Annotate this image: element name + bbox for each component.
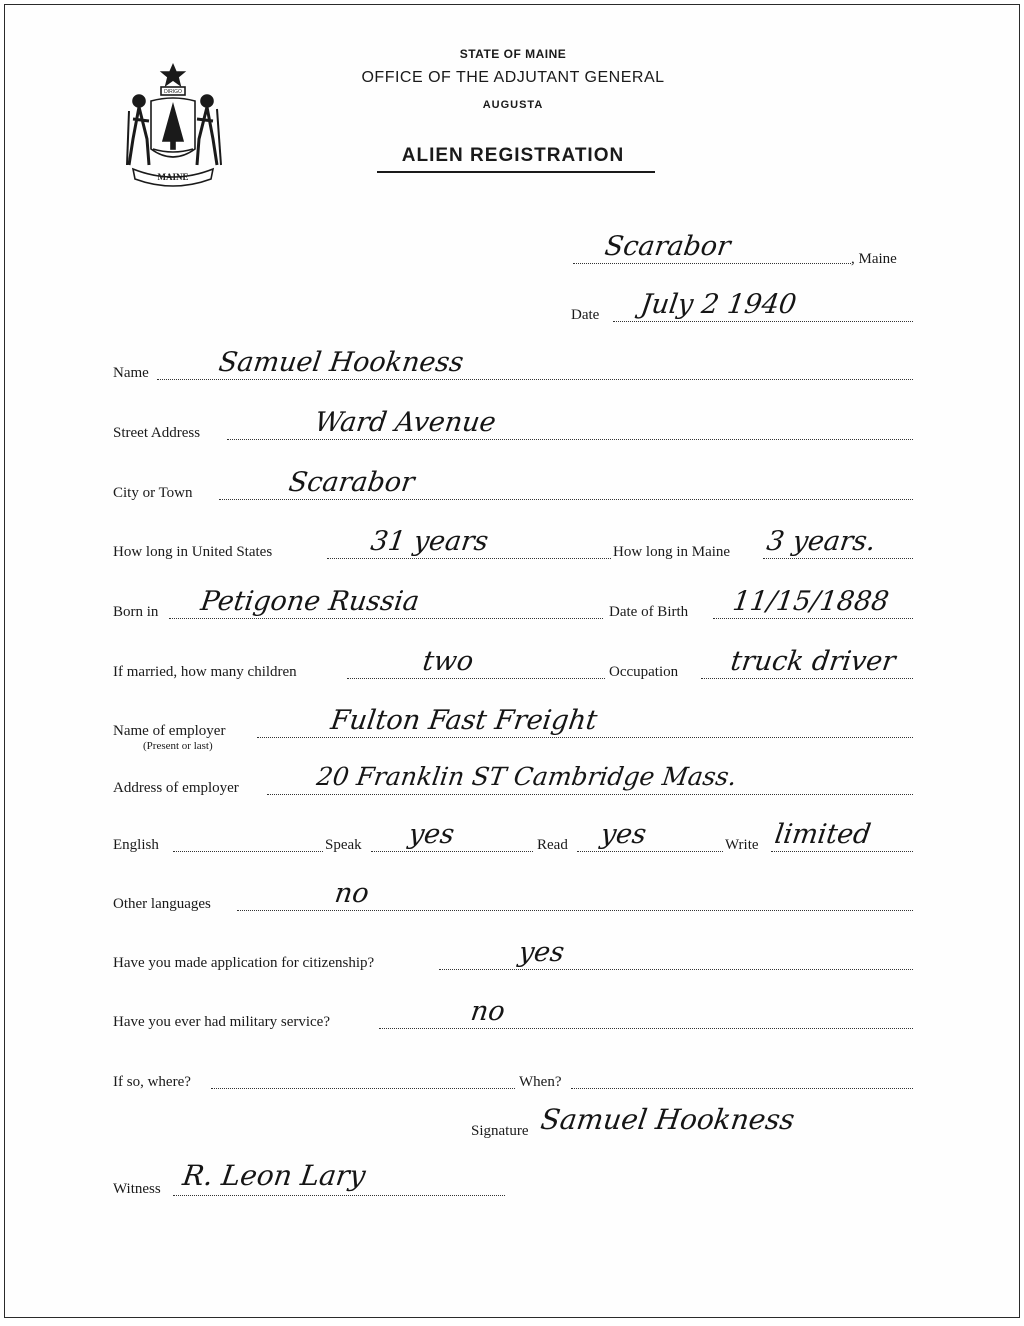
place-suffix: , Maine xyxy=(851,251,897,267)
where-label: If so, where? xyxy=(113,1074,191,1090)
city-line xyxy=(219,499,913,500)
read-label: Read xyxy=(537,837,568,853)
born-in-value[interactable]: Petigone Russia xyxy=(198,586,422,617)
street-line xyxy=(227,439,913,440)
citizenship-value[interactable]: yes xyxy=(516,937,567,968)
date-label: Date xyxy=(571,307,600,323)
write-label: Write xyxy=(725,837,759,853)
seal-motto-text: DIRIGO xyxy=(164,89,182,95)
children-value[interactable]: two xyxy=(420,646,476,677)
street-value[interactable]: Ward Avenue xyxy=(312,407,498,438)
employer-address-line xyxy=(267,794,913,795)
other-languages-label: Other languages xyxy=(113,896,211,912)
place-line xyxy=(573,263,851,264)
witness-line xyxy=(173,1195,505,1196)
born-in-line xyxy=(169,618,603,619)
employer-address-value[interactable]: 20 Franklin ST Cambridge Mass. xyxy=(314,762,739,791)
citizenship-line xyxy=(439,969,913,970)
employer-sublabel: (Present or last) xyxy=(143,740,213,752)
employer-value[interactable]: Fulton Fast Freight xyxy=(328,705,600,736)
signature-label: Signature xyxy=(471,1123,529,1139)
read-value[interactable]: yes xyxy=(598,819,649,850)
english-line xyxy=(173,851,323,852)
how-long-us-line xyxy=(327,558,611,559)
english-label: English xyxy=(113,837,159,853)
city-heading: AUGUSTA xyxy=(482,99,544,111)
city-value[interactable]: Scarabor xyxy=(286,467,417,498)
employer-label: Name of employer xyxy=(113,723,226,739)
read-line xyxy=(577,851,723,852)
speak-line xyxy=(371,851,533,852)
speak-value[interactable]: yes xyxy=(406,819,457,850)
how-long-maine-line xyxy=(763,558,913,559)
name-line xyxy=(157,379,913,380)
seal-banner-text: MAINE xyxy=(157,172,189,182)
witness-label: Witness xyxy=(113,1181,161,1197)
other-languages-value[interactable]: no xyxy=(332,878,371,909)
name-label: Name xyxy=(113,365,149,381)
office-heading: OFFICE OF THE ADJUTANT GENERAL xyxy=(361,69,665,86)
military-line xyxy=(379,1028,913,1029)
state-heading: STATE OF MAINE xyxy=(459,47,567,61)
military-label: Have you ever had military service? xyxy=(113,1014,330,1030)
occupation-line xyxy=(701,678,913,679)
street-label: Street Address xyxy=(113,425,201,441)
how-long-maine-label: How long in Maine xyxy=(613,544,731,560)
born-in-label: Born in xyxy=(113,604,159,620)
date-line xyxy=(613,321,913,322)
how-long-maine-value[interactable]: 3 years. xyxy=(764,526,878,557)
write-line xyxy=(771,851,913,852)
place-value[interactable]: Scarabor xyxy=(602,231,733,262)
signature-value[interactable]: Samuel Hookness xyxy=(538,1103,797,1136)
when-line xyxy=(571,1088,913,1089)
speak-label: Speak xyxy=(325,837,362,853)
form-title: ALIEN REGISTRATION xyxy=(401,145,625,166)
write-value[interactable]: limited xyxy=(772,819,873,850)
date-value[interactable]: July 2 1940 xyxy=(638,289,799,320)
where-line xyxy=(211,1088,515,1089)
how-long-us-label: How long in United States xyxy=(113,544,273,560)
citizenship-label: Have you made application for citizenship? xyxy=(113,955,375,971)
name-value[interactable]: Samuel Hookness xyxy=(216,347,466,378)
children-label: If married, how many children xyxy=(113,664,297,680)
other-languages-line xyxy=(237,910,913,911)
how-long-us-value[interactable]: 31 years xyxy=(368,526,491,557)
military-value[interactable]: no xyxy=(468,996,507,1027)
when-label: When? xyxy=(519,1074,562,1090)
title-underline xyxy=(377,171,655,173)
dob-label: Date of Birth xyxy=(609,604,689,620)
registration-form-page xyxy=(4,4,1020,1318)
witness-value[interactable]: R. Leon Lary xyxy=(180,1159,368,1192)
employer-line xyxy=(257,737,913,738)
children-line xyxy=(347,678,605,679)
occupation-label: Occupation xyxy=(609,664,679,680)
dob-line xyxy=(713,618,913,619)
dob-value[interactable]: 11/15/1888 xyxy=(730,586,891,617)
city-label: City or Town xyxy=(113,485,193,501)
employer-address-label: Address of employer xyxy=(113,780,239,796)
occupation-value[interactable]: truck driver xyxy=(728,646,898,677)
